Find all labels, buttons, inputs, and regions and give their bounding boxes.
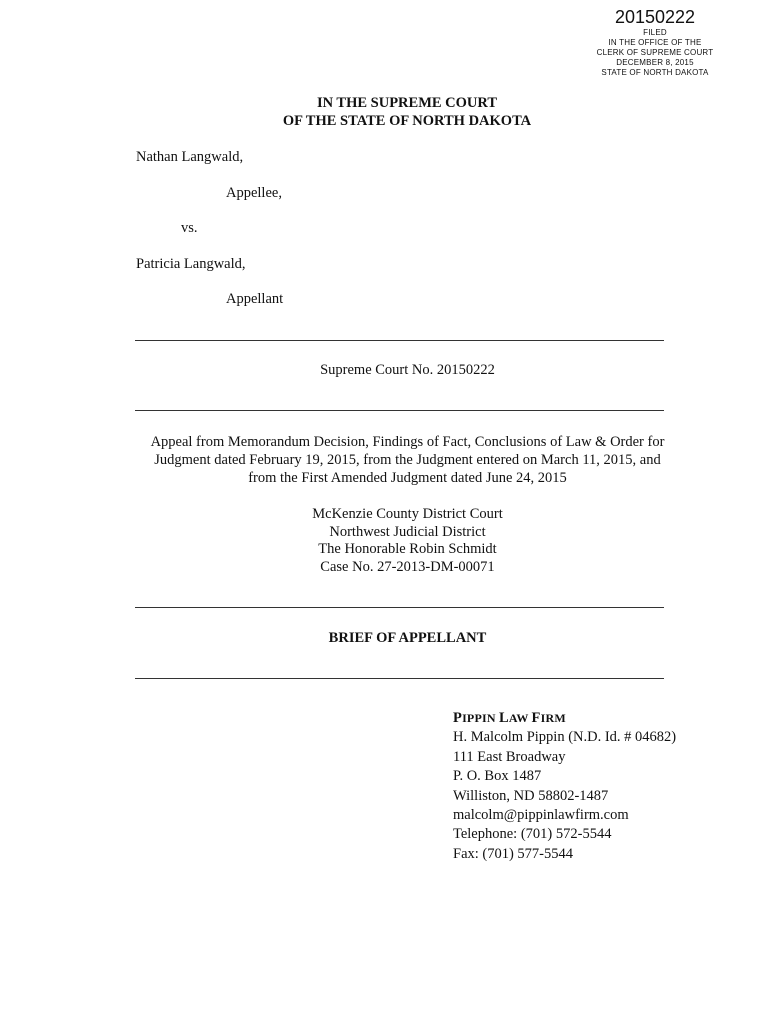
appellant-name: Patricia Langwald, <box>136 256 246 272</box>
stamp-line-office: IN THE OFFICE OF THE <box>608 38 702 47</box>
appellee-name: Nathan Langwald, <box>136 149 244 165</box>
firm-telephone: Telephone: (701) 572-5544 <box>453 826 612 843</box>
firm-fax: Fax: (701) 577-5544 <box>453 845 574 862</box>
appeal-text-line-3: from the First Amended Judgment dated June 24, 2015 <box>248 470 567 486</box>
firm-street: 111 East Broadway <box>453 748 566 765</box>
appellant-role: Appellant <box>226 291 284 307</box>
stamp-number: 20150222 <box>614 7 696 27</box>
district-case-number: Case No. 27-2013-DM-00071 <box>320 559 495 575</box>
court-heading-line-2: OF THE STATE OF NORTH DAKOTA <box>282 113 532 129</box>
divider-1 <box>135 340 664 341</box>
judicial-district: Northwest Judicial District <box>329 524 486 540</box>
supreme-court-case-number: Supreme Court No. 20150222 <box>320 362 495 378</box>
stamp-line-clerk: CLERK OF SUPREME COURT <box>596 48 714 57</box>
firm-city: Williston, ND 58802-1487 <box>453 787 609 804</box>
judge-name: The Honorable Robin Schmidt <box>318 541 497 557</box>
divider-3 <box>135 607 664 608</box>
document-title: BRIEF OF APPELLANT <box>328 630 487 646</box>
firm-email: malcolm@pippinlawfirm.com <box>453 807 629 824</box>
versus: vs. <box>181 220 198 236</box>
firm-name: PIPPIN LAW FIRM <box>453 710 566 726</box>
stamp-line-date: DECEMBER 8, 2015 <box>616 58 694 67</box>
firm-po-box: P. O. Box 1487 <box>453 768 542 785</box>
divider-2 <box>135 410 664 411</box>
attorney-name: H. Malcolm Pippin (N.D. Id. # 04682) <box>453 729 677 746</box>
divider-4 <box>135 678 664 679</box>
law-firm-block <box>453 709 676 864</box>
filing-stamp <box>580 6 730 78</box>
stamp-line-filed: FILED <box>643 28 667 37</box>
appellee-role: Appellee, <box>226 185 282 201</box>
appeal-text-line-2: Judgment dated February 19, 2015, from the Judgment entered on March 11, 2015, and <box>154 452 661 468</box>
appeal-text-line-1: Appeal from Memorandum Decision, Findings of Fact, Conclusions of Law & Order for <box>150 434 665 450</box>
court-heading-line-1: IN THE SUPREME COURT <box>316 95 498 111</box>
lower-court-name: McKenzie County District Court <box>312 506 503 522</box>
stamp-line-state: STATE OF NORTH DAKOTA <box>601 68 709 77</box>
